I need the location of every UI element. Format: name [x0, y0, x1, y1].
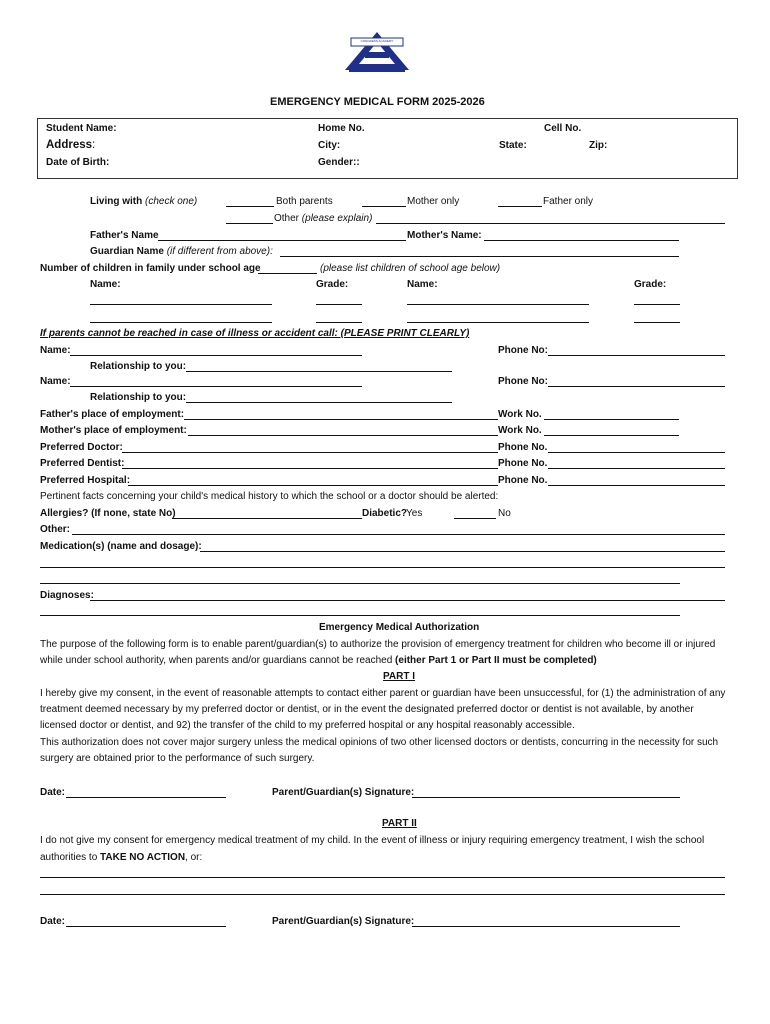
signature-label-1: Parent/Guardian(s) Signature:: [272, 787, 415, 798]
intro-bold: (either Part 1 or Part II must be completed): [395, 655, 597, 666]
mother-name-line[interactable]: [484, 240, 679, 241]
address-label[interactable]: [46, 139, 95, 151]
diabetic-no-blank[interactable]: [454, 518, 496, 519]
diabetic-no-label[interactable]: No: [498, 508, 511, 519]
father-employment-label: Father's place of employment:: [40, 409, 185, 420]
contact-phone-label-1: Phone No:: [498, 345, 548, 356]
other-explain-line[interactable]: [376, 223, 725, 224]
diabetic-yes-label[interactable]: Yes: [406, 508, 423, 519]
part2-line-1: I do not give my consent for emergency medical treatment of my child. In the event of illness or injury requiring emergency treatment, I wish the school: [40, 835, 705, 846]
father-name-line[interactable]: [158, 240, 406, 241]
authorization-heading: Emergency Medical Authorization: [319, 622, 480, 633]
living-with-hint: (check one): [145, 196, 198, 207]
preferred-dentist-label: Preferred Dentist:: [40, 458, 125, 469]
medications-label: Medication(s) (name and dosage):: [40, 541, 202, 552]
child-grade-line[interactable]: [316, 304, 362, 305]
part1-line-3: licensed doctor or dentist, and 92) the transfer of the child to my preferred hospital or any hospital reasonably accessible.: [40, 720, 575, 731]
guardian-name-hint: (if different from above):: [166, 246, 273, 257]
guardian-name-text: Guardian Name: [90, 246, 164, 257]
diagnoses-label: Diagnoses:: [40, 590, 94, 601]
city-label[interactable]: City:: [318, 140, 341, 151]
part2-plain: authorities to: [40, 852, 101, 863]
dob-label[interactable]: Date of Birth:: [46, 157, 110, 168]
state-label[interactable]: State:: [499, 140, 527, 151]
allergies-line[interactable]: [172, 518, 362, 519]
doctor-phone-line[interactable]: [548, 452, 725, 453]
pertinent-facts-text: Pertinent facts concerning your child's medical history to which the school or a doctor should be alerted:: [40, 491, 499, 502]
relationship-line-1[interactable]: [186, 371, 452, 372]
guardian-name-label: [90, 246, 273, 258]
gender-label[interactable]: Gender::: [318, 157, 360, 168]
mother-employment-line[interactable]: [188, 435, 498, 436]
hospital-phone-label: Phone No.: [498, 475, 548, 486]
relationship-label-1: Relationship to you:: [90, 361, 187, 372]
mother-work-no-line[interactable]: [544, 435, 679, 436]
date-line-1[interactable]: [66, 797, 226, 798]
form-title: EMERGENCY MEDICAL FORM 2025-2026: [270, 96, 485, 108]
contact-name-label-2: Name:: [40, 376, 71, 387]
preferred-doctor-line[interactable]: [122, 452, 498, 453]
date-line-2[interactable]: [66, 926, 226, 927]
diagnoses-line-2[interactable]: [40, 615, 680, 616]
living-with-text: Living with: [90, 196, 143, 207]
student-info-box: [37, 118, 738, 179]
intro-plain: while under school authority, when parents and/or guardians cannot be reached: [40, 655, 396, 666]
part1-line-5: surgery are obtained prior to the performance of such surgery.: [40, 753, 315, 764]
signature-line-2[interactable]: [412, 926, 680, 927]
part2-line-blank-2[interactable]: [40, 894, 725, 895]
child-grade-label-2: Grade:: [634, 279, 667, 290]
child-grade-line[interactable]: [634, 322, 680, 323]
medications-line[interactable]: [200, 551, 725, 552]
other-medical-label: Other:: [40, 524, 70, 535]
both-parents-blank[interactable]: [226, 206, 274, 207]
children-hint: (please list children of school age below): [320, 263, 501, 274]
preferred-doctor-label: Preferred Doctor:: [40, 442, 123, 453]
dentist-phone-label: Phone No.: [498, 458, 548, 469]
school-logo: [343, 30, 411, 74]
child-name-label-1: Name:: [90, 279, 121, 290]
diabetic-label: Diabetic?: [362, 508, 408, 519]
father-work-no-line[interactable]: [544, 419, 679, 420]
child-name-line[interactable]: [90, 304, 272, 305]
children-count-line[interactable]: [258, 273, 317, 274]
other-hint: (please explain): [301, 213, 373, 224]
part2-line-2: [40, 852, 202, 864]
father-name-label: Father's Name: [90, 230, 159, 241]
part2-end: , or:: [185, 852, 203, 863]
father-employment-line[interactable]: [184, 419, 498, 420]
emergency-contact-heading: If parents cannot be reached in case of illness or accident call: (PLEASE PRINT CLEARLY): [40, 328, 470, 339]
mother-employment-label: Mother's place of employment:: [40, 425, 187, 436]
hospital-phone-line[interactable]: [548, 485, 725, 486]
address-text: Address: [46, 139, 93, 151]
dentist-phone-line[interactable]: [548, 468, 725, 469]
logo-text: CONGRESS ACADEMY: [360, 39, 394, 43]
father-only-label: Father only: [543, 196, 594, 207]
part1-line-4: This authorization does not cover major surgery unless the medical opinions of two other licensed doctors or dentists, concurring in the necessity for such: [40, 737, 719, 748]
part1-heading: PART I: [383, 671, 416, 682]
mother-name-label: Mother's Name:: [407, 230, 482, 241]
contact-name-line-1[interactable]: [70, 355, 362, 356]
relationship-label-2: Relationship to you:: [90, 392, 187, 403]
both-parents-label: Both parents: [276, 196, 333, 207]
child-grade-line[interactable]: [316, 322, 362, 323]
contact-name-label-1: Name:: [40, 345, 71, 356]
part2-take-no-action: TAKE NO ACTION: [100, 852, 186, 863]
zip-label[interactable]: Zip:: [589, 140, 608, 151]
preferred-hospital-label: Preferred Hospital:: [40, 475, 131, 486]
authorization-intro-line-1: The purpose of the following form is to enable parent/guardian(s) to authorize the provision of emergency treatment for children who become ill or injured: [40, 639, 716, 650]
other-text: Other: [274, 213, 300, 224]
address-colon: :: [92, 139, 96, 151]
child-name-line[interactable]: [90, 322, 272, 323]
contact-phone-line-2[interactable]: [548, 386, 725, 387]
home-no-label[interactable]: Home No.: [318, 123, 365, 134]
father-work-no-label: Work No.: [498, 409, 542, 420]
living-with-label: [90, 196, 197, 208]
part1-line-2: treatment deemed necessary by my preferred doctor or dentist, or in the event the designated preferred doctor or dentist is not available, by another: [40, 704, 694, 715]
other-blank[interactable]: [226, 223, 273, 224]
mother-only-blank[interactable]: [362, 206, 406, 207]
guardian-name-line[interactable]: [280, 256, 679, 257]
logo-graphic: [343, 30, 411, 74]
relationship-line-2[interactable]: [186, 402, 452, 403]
contact-phone-label-2: Phone No:: [498, 376, 548, 387]
child-name-label-2: Name:: [407, 279, 438, 290]
authorization-intro-line-2: [40, 655, 597, 667]
signature-line-1[interactable]: [412, 797, 680, 798]
allergies-label: Allergies? (If none, state No): [40, 508, 176, 519]
other-label: [274, 213, 372, 225]
contact-phone-line-1[interactable]: [548, 355, 725, 356]
preferred-dentist-line[interactable]: [122, 468, 498, 469]
child-name-line[interactable]: [407, 304, 589, 305]
medications-line-2[interactable]: [40, 567, 725, 568]
other-medical-line[interactable]: [72, 534, 725, 535]
diagnoses-line[interactable]: [90, 600, 725, 601]
signature-label-2: Parent/Guardian(s) Signature:: [272, 916, 415, 927]
contact-name-line-2[interactable]: [70, 386, 362, 387]
child-grade-label-1: Grade:: [316, 279, 349, 290]
part2-line-blank-1[interactable]: [40, 877, 725, 878]
date-label-2: Date:: [40, 916, 66, 927]
preferred-hospital-line[interactable]: [128, 485, 498, 486]
part2-heading: PART II: [382, 818, 417, 829]
part1-line-1: I hereby give my consent, in the event of reasonable attempts to contact either parent or guardian have been unsuccessful, for (1) the administration of any: [40, 688, 726, 699]
date-label-1: Date:: [40, 787, 66, 798]
child-grade-line[interactable]: [634, 304, 680, 305]
student-name-label[interactable]: Student Name:: [46, 123, 117, 134]
children-count-label: Number of children in family under school age: [40, 263, 261, 274]
doctor-phone-label: Phone No.: [498, 442, 548, 453]
mother-work-no-label: Work No.: [498, 425, 542, 436]
cell-no-label[interactable]: Cell No.: [544, 123, 582, 134]
child-name-line[interactable]: [407, 322, 589, 323]
mother-only-label: Mother only: [407, 196, 460, 207]
medications-line-3[interactable]: [40, 583, 680, 584]
father-only-blank[interactable]: [498, 206, 542, 207]
